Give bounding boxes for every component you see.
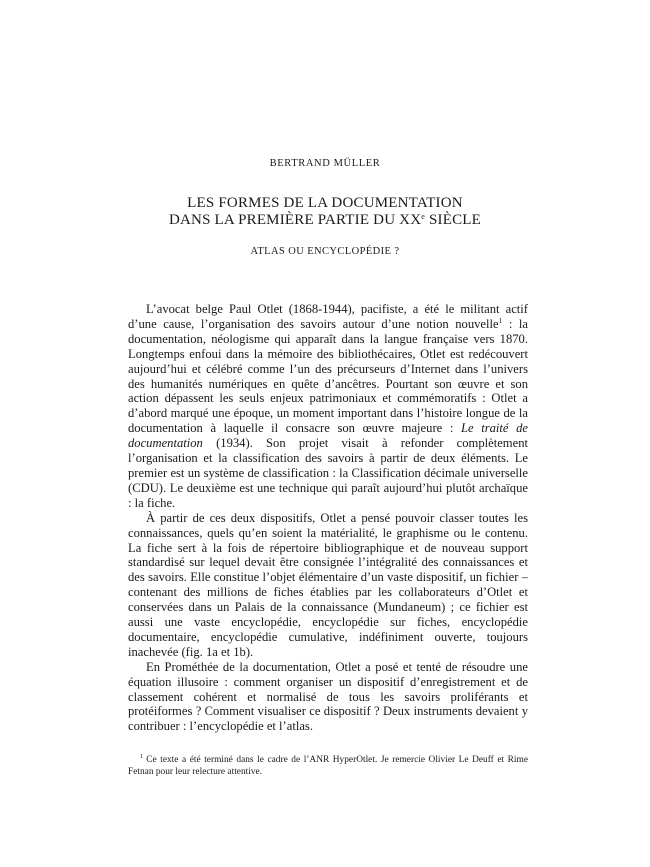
title-line-2-suffix: SIÈCLE bbox=[425, 212, 482, 228]
footnote-mark: 1 bbox=[140, 753, 144, 760]
book-title: Le traité de documentation bbox=[128, 421, 528, 451]
title-century-superscript: e bbox=[421, 212, 426, 221]
footnote-text: Ce texte a été terminé dans le cadre de l’ANR HyperOtlet. Je remercie Olivier Le Deuff et Rime Fetnan pour leur relecture attentive. bbox=[128, 755, 528, 777]
paragraph-1-text-b: : la documentation, néologisme qui apparaît dans la langue française vers 1870. Longtemps enfoui dans la mémoire des bibliothécaires, Otlet est redécouvert aujourd’hui et célébré comme l’un des précurseurs d’Internet dans l’univers des humanités numériques en quête d’ancêtres. Pourtant son œuvre et son action dépassent les seuls enjeux patrimoniaux et commémoratifs : Otlet a d’abord marqué une époque, un moment important dans l’histoire longue de la documentation à laquelle il consacre son œuvre majeure : bbox=[128, 316, 529, 436]
footnote-reference: 1 bbox=[498, 315, 503, 325]
paragraph-3: En Prométhée de la documentation, Otlet a posé et tenté de résoudre une équation illusoire : comment organiser un dispositif d’enregistrement et de classement cohérent et normalisé de tous les savoirs proliférants et protéiformes ? Comment visualiser ce dispositif ? Deux instruments devaient y contribuer : l’encyclopédie et l’atlas. bbox=[128, 659, 528, 734]
paragraph-1-text-c: (1934). Son projet visait à refonder complètement l’organisation et la classification des savoirs à partir de deux éléments. Le premier est un système de classification : la Classification décimale universelle (CDU). Le deuxième est une technique qui paraît aujourd’hui plutôt archaïque : la fiche. bbox=[128, 436, 528, 510]
paragraph-1 bbox=[128, 302, 528, 511]
article-body bbox=[128, 302, 528, 734]
paragraph-1-text-a: L’avocat belge Paul Otlet (1868-1944), pacifiste, a été le militant actif d’une cause, l’organisation des savoirs autour d’une notion nouvelle bbox=[128, 302, 528, 331]
footnote bbox=[128, 754, 528, 778]
article-subtitle: ATLAS OU ENCYCLOPÉDIE ? bbox=[250, 246, 400, 257]
title-line-2 bbox=[0, 212, 650, 229]
title-line-2-prefix: DANS LA PREMIÈRE PARTIE DU XX bbox=[168, 212, 422, 228]
title-line-1: LES FORMES DE LA DOCUMENTATION bbox=[187, 195, 463, 211]
paragraph-2: À partir de ces deux dispositifs, Otlet a pensé pouvoir classer toutes les connaissances, quels qu’en soient la matérialité, le graphisme ou le contenu. La fiche sert à la fois de répertoire bibliographique et de nouveau support standardisé sur lequel devait être consignée l’intégralité des connaissances et des savoirs. Elle constitue l’objet élémentaire d’un vaste dispositif, un fichier – contenant des millions de fiches établies par les collaborateurs d’Otlet et conservées dans un Palais de la connaissance (Mundaneum) ; ce fichier est aussi une vaste encyclopédie, encyclopédie sur fiches, encyclopédie documentaire, encyclopédie cumulative, indéfiniment ouverte, toujours inachevée (fig. 1a et 1b). bbox=[128, 510, 528, 659]
article-title bbox=[0, 195, 650, 229]
author-name: BERTRAND MÜLLER bbox=[269, 158, 381, 169]
